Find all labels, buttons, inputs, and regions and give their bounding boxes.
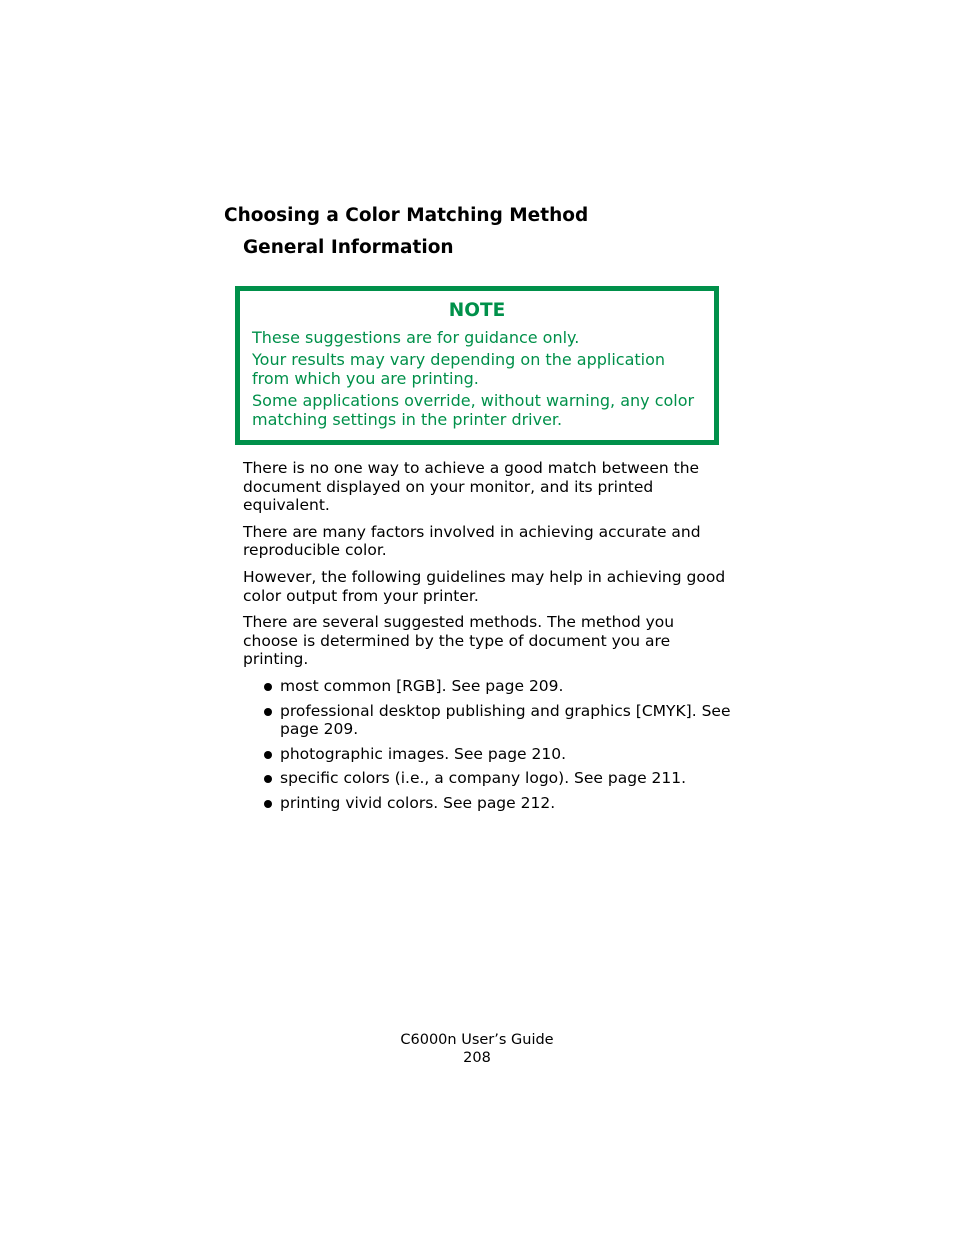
list-item <box>243 769 733 788</box>
bullet-icon <box>264 708 272 716</box>
list-item-text: specific colors (i.e., a company logo). See page 211. <box>280 769 687 788</box>
bullet-icon <box>264 751 272 759</box>
page-footer <box>0 1032 954 1067</box>
note-title: NOTE <box>448 300 506 321</box>
paragraph: However, the following guidelines may help in achieving good color output from your printer. <box>243 567 726 605</box>
guide-title: C6000n User’s Guide <box>400 1032 554 1048</box>
method-list <box>243 677 733 813</box>
note-line: These suggestions are for guidance only. <box>252 328 580 347</box>
page-number: 208 <box>463 1049 491 1066</box>
list-item <box>243 794 733 813</box>
bullet-icon <box>264 775 272 783</box>
list-item <box>243 745 733 764</box>
bullet-icon <box>264 683 272 691</box>
list-item-text: professional desktop publishing and graphics [CMYK]. See page 209. <box>280 701 731 739</box>
list-item-text: most common [RGB]. See page 209. <box>280 676 564 695</box>
list-item <box>243 702 733 739</box>
note-box <box>235 286 719 445</box>
paragraph: There are several suggested methods. The method you choose is determined by the type of document you are printing. <box>243 613 675 669</box>
paragraph: There is no one way to achieve a good match between the document displayed on your monitor, and its printed equivalent. <box>243 459 700 515</box>
list-item-text: printing vivid colors. See page 212. <box>280 793 556 812</box>
note-line: Some applications override, without warning, any color matching settings in the printer driver. <box>252 390 695 429</box>
body-text <box>243 459 733 819</box>
list-item-text: photographic images. See page 210. <box>280 744 567 763</box>
subsection-heading: General Information <box>243 237 454 258</box>
section-heading: Choosing a Color Matching Method <box>224 205 589 226</box>
note-line: Your results may vary depending on the application from which you are printing. <box>252 349 666 388</box>
paragraph: There are many factors involved in achieving accurate and reproducible color. <box>243 522 701 560</box>
bullet-icon <box>264 800 272 808</box>
list-item <box>243 677 733 696</box>
